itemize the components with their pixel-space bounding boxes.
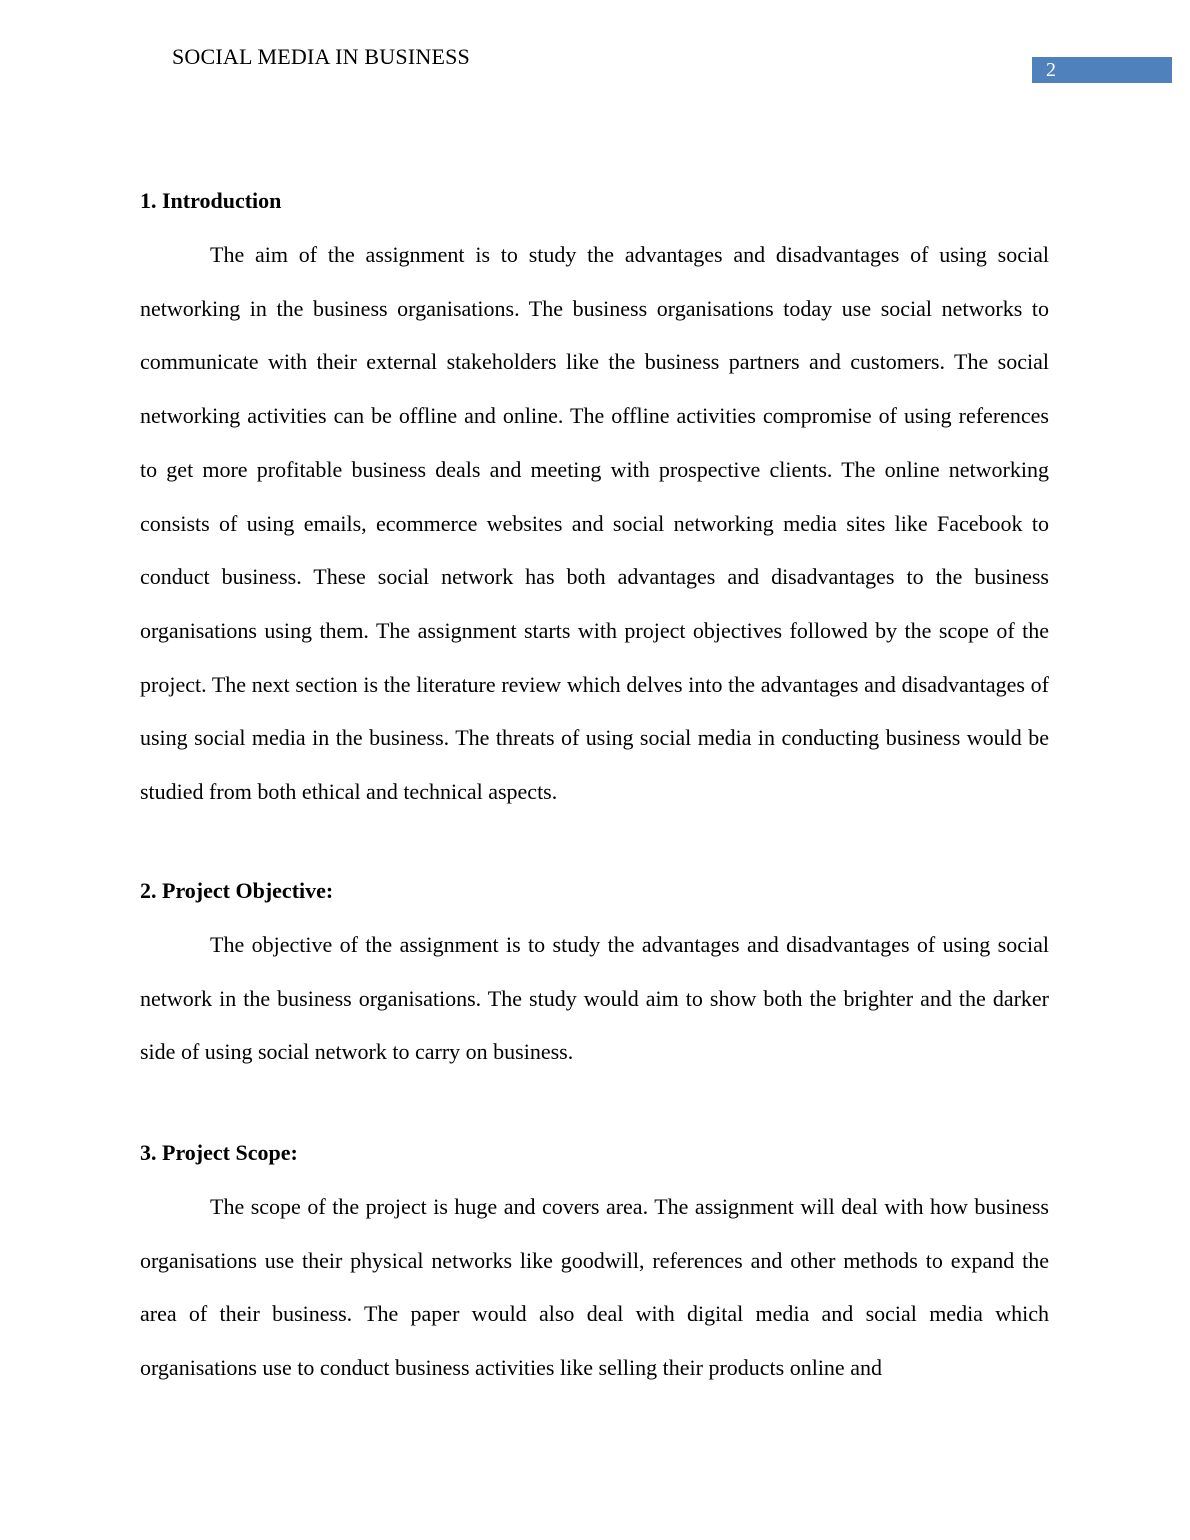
running-head: SOCIAL MEDIA IN BUSINESS [172, 44, 470, 69]
section-heading-project-scope: 3. Project Scope: [140, 1140, 298, 1165]
paragraph-project-scope: The scope of the project is huge and covers area. The assignment will deal with how business organisations use their physical networks like goodwill, references and other methods to expand the area of their business. The paper would also deal with digital media and social media which organisations use to conduct business activities like selling their products online and [140, 1194, 1049, 1381]
page-number: 2 [1046, 59, 1056, 81]
page-number-bar [1032, 57, 1172, 83]
paragraph-project-objective: The objective of the assignment is to study the advantages and disadvantages of using social network in the business organisations. The study would aim to show both the brighter and the darker side of using social network to carry on business. [140, 932, 1049, 1065]
section-heading-project-objective: 2. Project Objective: [140, 878, 334, 903]
paragraph-introduction: The aim of the assignment is to study the advantages and disadvantages of using social networking in the business organisations. The business organisations today use social networks to communicate with their external stakeholders like the business partners and customers. The social networking activities can be offline and online. The offline activities compromise of using references to get more profitable business deals and meeting with prospective clients. The online networking consists of using emails, ecommerce websites and social networking media sites like Facebook to conduct business. These social network has both advantages and disadvantages to the business organisations using them. The assignment starts with project objectives followed by the scope of the project. The next section is the literature review which delves into the advantages and disadvantages of using social media in the business. The threats of using social media in conducting business would be studied from both ethical and technical aspects. [140, 242, 1049, 805]
section-heading-introduction: 1. Introduction [140, 188, 282, 213]
